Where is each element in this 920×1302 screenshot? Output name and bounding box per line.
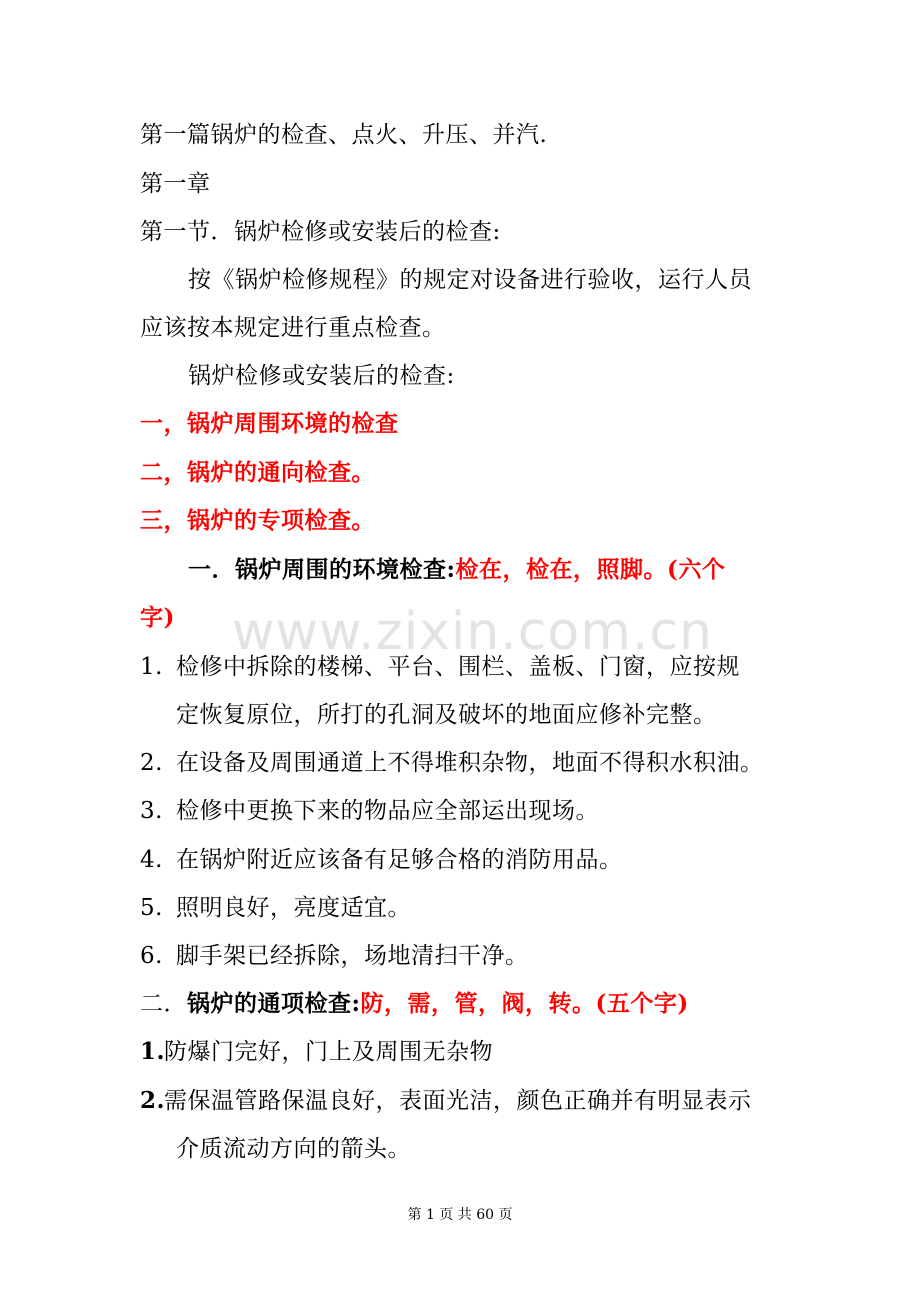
subheading-1-mnemonic: 检在，检在，照脚。(六个 [455,556,726,583]
list-item-number: 6. [140,943,163,969]
red-item-2: 二，锅炉的通向检查。 [140,459,375,486]
list-item-number: 2. [140,1087,166,1114]
list-item-text: 检修中拆除的楼梯、平台、围栏、盖板、门窗，应按规 [176,654,740,680]
list-item [140,893,411,923]
list-item-text: 脚手架已经拆除，场地清扫干净。 [176,943,529,969]
list-item-text: 在设备及周围通道上不得堆积杂物，地面不得积水积油。 [176,750,764,776]
subheading-1-label: 一．锅炉周围的环境检查: [188,556,456,583]
document-title: 第一篇锅炉的检查、点火、升压、并汽. [140,122,548,148]
list-item-text: 检修中更换下来的物品应全部运出现场。 [176,798,599,824]
page-footer: 第 1 页 共 60 页 [407,1207,513,1223]
list-item-text: 在锅炉附近应该备有足够合格的消防用品。 [176,847,623,873]
subheading-2-mnemonic: 防，需，管，阀，转。(五个字) [360,990,689,1017]
subheading-2 [140,989,689,1019]
list-item-number: 1. [140,654,163,680]
list-item [140,845,623,875]
list-item [140,941,529,971]
list-item-number: 3. [140,798,163,824]
paragraph-1-line-2: 应该按本规定进行重点检查。 [140,315,446,341]
paragraph-1-line-1: 按《锅炉检修规程》的规定对设备进行验收，运行人员 [188,267,752,293]
list-item [140,748,764,778]
red-item-1: 一，锅炉周围环境的检查 [140,410,399,437]
list-item-continuation: 定恢复原位，所打的孔洞及破坏的地面应修补完整。 [176,702,717,728]
subheading-2-prefix: 二． [140,991,187,1017]
list-item-number: 5. [140,895,163,921]
chapter-heading: 第一章 [140,171,211,197]
watermark: www.zixin.com.cn [232,602,713,662]
list-item [140,796,599,826]
list-item-text: 需保温管路保温良好，表面光洁，颜色正确并有明显表示 [164,1088,752,1114]
list-item-text: 照明良好，亮度适宜。 [176,895,411,921]
list-item [140,1037,493,1067]
list-item [140,1086,752,1116]
list-item-number: 2. [140,750,163,776]
paragraph-2: 锅炉检修或安装后的检查: [188,363,455,389]
subheading-1-continuation: 字) [140,604,175,631]
list-item-number: 1. [140,1038,166,1065]
list-item [140,652,740,682]
subheading-1 [188,555,725,585]
subheading-2-label: 锅炉的通项检查: [187,990,361,1017]
list-item-continuation: 介质流动方向的箭头。 [176,1136,411,1162]
list-item-number: 4. [140,847,163,873]
red-item-3: 三，锅炉的专项检查。 [140,507,375,534]
section-heading: 第一节．锅炉检修或安装后的检查: [140,219,501,245]
list-item-text: 防爆门完好，门上及周围无杂物 [164,1039,493,1065]
